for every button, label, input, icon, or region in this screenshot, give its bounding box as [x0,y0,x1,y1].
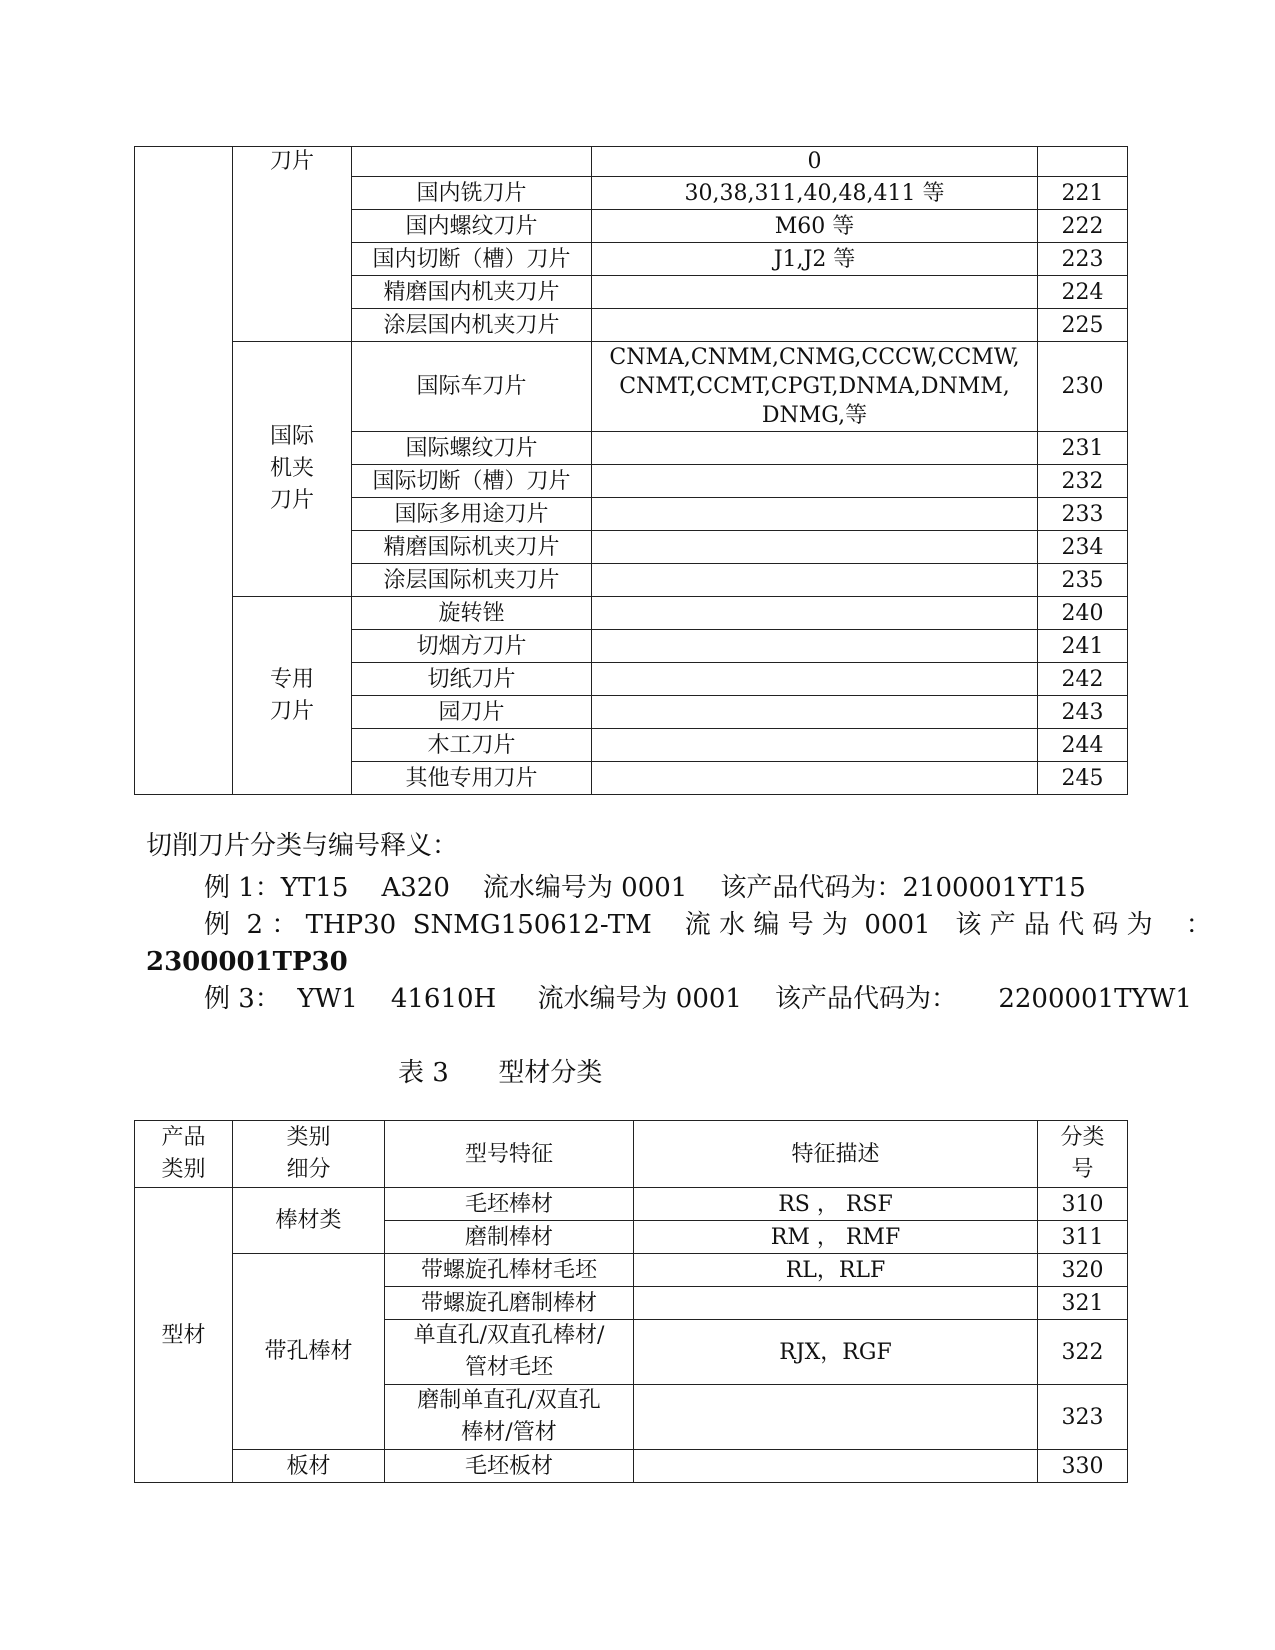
code-cell: 322 [1038,1320,1128,1385]
header-subcategory: 类别 细分 [233,1121,385,1188]
code-cell: 224 [1038,276,1128,309]
table-caption: 表 3 型材分类 [398,1058,603,1088]
model-cell [352,147,592,177]
header-code: 分类 号 [1038,1121,1128,1188]
model-cell: 切烟方刀片 [352,630,592,663]
model-cell: 单直孔/双直孔棒材/ 管材毛坯 [385,1320,634,1385]
category-cell: 刀片 [233,147,352,342]
model-cell: 国际切断（槽）刀片 [352,465,592,498]
example-2-code: 2300001TP30 [146,947,348,977]
code-cell: 323 [1038,1385,1128,1450]
model-cell: 木工刀片 [352,729,592,762]
code-cell: 230 [1038,342,1128,432]
category-cell: 专用 刀片 [233,597,352,795]
cutting-insert-table [134,146,1128,795]
product-category-cell [135,147,233,795]
code-cell: 244 [1038,729,1128,762]
model-cell: 带螺旋孔棒材毛坯 [385,1254,634,1287]
code-cell: 320 [1038,1254,1128,1287]
code-cell: 222 [1038,210,1128,243]
code-cell: 243 [1038,696,1128,729]
desc-cell [592,597,1038,630]
desc-cell: RM ， RMF [634,1221,1038,1254]
desc-cell [592,531,1038,564]
code-cell: 233 [1038,498,1128,531]
model-cell: 涂层国际机夹刀片 [352,564,592,597]
subcategory-cell: 带孔棒材 [233,1254,385,1450]
desc-cell [634,1385,1038,1450]
profile-table [134,1120,1128,1483]
code-cell: 241 [1038,630,1128,663]
header-product-category: 产品 类别 [135,1121,233,1188]
desc-cell [592,729,1038,762]
code-cell: 240 [1038,597,1128,630]
desc-cell [592,762,1038,795]
model-cell: 国际螺纹刀片 [352,432,592,465]
desc-cell [592,696,1038,729]
desc-cell [634,1287,1038,1320]
model-cell: 磨制棒材 [385,1221,634,1254]
code-cell: 234 [1038,531,1128,564]
desc-cell: J1,J2 等 [592,243,1038,276]
model-cell: 国内螺纹刀片 [352,210,592,243]
code-cell: 242 [1038,663,1128,696]
desc-cell [634,1450,1038,1483]
model-cell: 磨制单直孔/双直孔 棒材/管材 [385,1385,634,1450]
desc-cell: RJX，RGF [634,1320,1038,1385]
model-cell: 国际车刀片 [352,342,592,432]
desc-cell [592,498,1038,531]
code-cell: 221 [1038,177,1128,210]
model-cell: 精磨国际机夹刀片 [352,531,592,564]
model-cell: 旋转锉 [352,597,592,630]
model-cell: 国际多用途刀片 [352,498,592,531]
code-cell: 232 [1038,465,1128,498]
desc-cell [592,276,1038,309]
category-cell: 国际 机夹 刀片 [233,342,352,597]
model-cell: 毛坯板材 [385,1450,634,1483]
model-cell: 涂层国内机夹刀片 [352,309,592,342]
example-3: 例 3： YW1 41610H 流水编号为 0001 该产品代码为： 2200001TYW1 [204,984,1192,1014]
code-cell: 225 [1038,309,1128,342]
desc-cell: CNMA,CNMM,CNMG,CCCW,CCMW, CNMT,CCMT,CPGT,DNMA,DNMM, DNMG,等 [592,342,1038,432]
header-description: 特征描述 [634,1121,1038,1188]
example-1: 例 1：YT15 A320 流水编号为 0001 该产品代码为：2100001YT15 [204,873,1086,903]
model-cell: 国内切断（槽）刀片 [352,243,592,276]
code-cell: 311 [1038,1221,1128,1254]
model-cell: 带螺旋孔磨制棒材 [385,1287,634,1320]
model-cell: 国内铣刀片 [352,177,592,210]
desc-cell [592,564,1038,597]
code-cell: 321 [1038,1287,1128,1320]
example-2: 例 2 ： THP30 SNMG150612-TM 流 水 编 号 为 0001 该 产 品 代 码 为 ： [204,910,1212,940]
header-model: 型号特征 [385,1121,634,1188]
code-cell: 235 [1038,564,1128,597]
desc-cell [592,630,1038,663]
code-cell: 223 [1038,243,1128,276]
desc-cell: 0 [592,147,1038,177]
code-cell: 245 [1038,762,1128,795]
product-category-cell: 型材 [135,1188,233,1483]
desc-cell [592,663,1038,696]
desc-cell: M60 等 [592,210,1038,243]
explain-title: 切削刀片分类与编号释义： [146,831,459,861]
model-cell: 切纸刀片 [352,663,592,696]
desc-cell: 30,38,311,40,48,411 等 [592,177,1038,210]
desc-cell [592,465,1038,498]
code-cell: 310 [1038,1188,1128,1221]
subcategory-cell: 棒材类 [233,1188,385,1254]
model-cell: 精磨国内机夹刀片 [352,276,592,309]
desc-cell [592,309,1038,342]
model-cell: 其他专用刀片 [352,762,592,795]
model-cell: 园刀片 [352,696,592,729]
code-cell [1038,147,1128,177]
code-cell: 330 [1038,1450,1128,1483]
desc-cell: RS ， RSF [634,1188,1038,1221]
code-cell: 231 [1038,432,1128,465]
desc-cell [592,432,1038,465]
desc-cell: RL，RLF [634,1254,1038,1287]
subcategory-cell: 板材 [233,1450,385,1483]
model-cell: 毛坯棒材 [385,1188,634,1221]
